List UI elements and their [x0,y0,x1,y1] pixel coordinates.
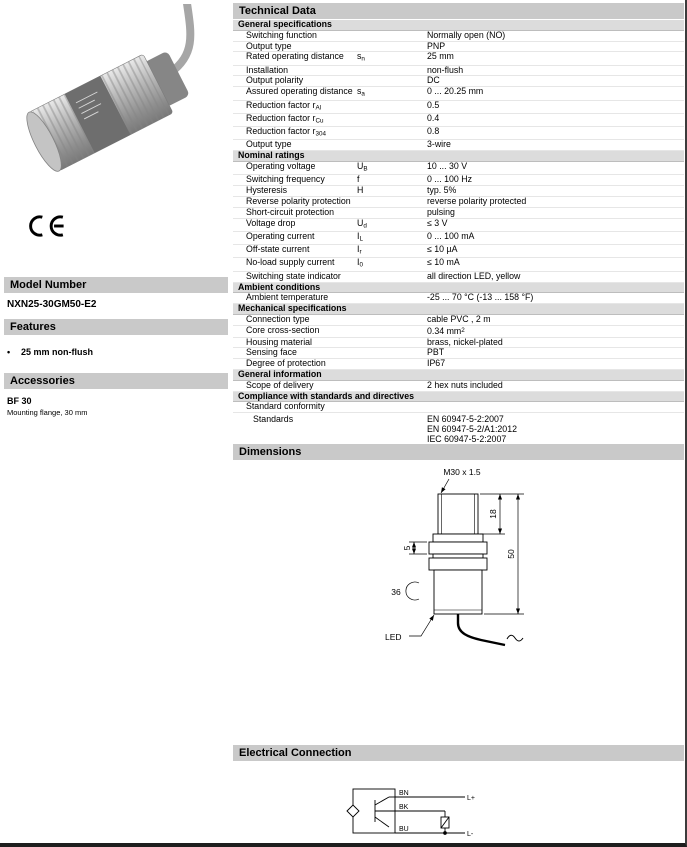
dimensions-header: Dimensions [233,444,684,460]
spec-label: Voltage drop [246,217,296,228]
bullet-icon: • [7,347,11,357]
spec-value: 0 ... 20.25 mm [427,86,484,97]
spec-label: Hysteresis [246,185,288,196]
spec-row [233,31,684,42]
spec-label: Installation [246,64,289,75]
spec-value: 0 ... 100 Hz [427,174,472,185]
spec-section-header: Nominal ratings [233,151,684,162]
spec-label: Rated operating distance [246,51,344,62]
spec-row [233,114,684,127]
spec-symbol: f [357,174,360,185]
spec-label: Connection type [246,313,310,324]
technical-data-header: Technical Data [233,3,684,19]
ce-mark-logo [24,213,68,244]
product-photo [6,4,218,190]
spec-symbol: $s_n$ [357,51,365,63]
spec-value: PBT [427,347,445,358]
spec-symbol [357,127,427,139]
spec-row [233,87,684,100]
spec-symbol [357,31,427,41]
spec-value: typ. 5% [427,185,457,196]
spec-value [427,402,684,412]
spec-label: Housing material [246,336,313,347]
dim-36-label: 36 [391,587,401,597]
spec-value: EN 60947-5-2:2007 EN 60947-5-2/A1:2012 IEC 60947-5-2:2007 [427,414,517,444]
spec-label: Operating current [246,230,315,241]
electrical-connection-diagram [345,783,481,847]
spec-row [233,232,684,245]
spec-value: 0.5 [427,99,440,110]
accessory-name: BF 30 [7,396,32,406]
spec-section-header: Mechanical specifications [233,304,684,315]
spec-value: reverse polarity protected [427,195,527,206]
spec-label: Sensing face [246,347,297,358]
spec-symbol [357,338,427,348]
spec-row [233,402,684,413]
spec-label: Degree of protection [246,358,326,369]
accessories-header: Accessories [4,373,228,389]
dim-50-label: 50 [506,549,516,559]
spec-symbol [357,315,427,325]
spec-symbol [357,272,427,282]
thread-label: M30 x 1.5 [443,467,481,477]
spec-row [233,381,684,392]
spec-value: PNP [427,40,446,51]
spec-row [233,162,684,175]
spec-label: Reverse polarity protection [246,195,351,206]
bk-label: BK [399,804,409,811]
spec-symbol: $I_L$ [357,230,363,243]
spec-value: pulsing [427,206,455,217]
spec-value: non-flush [427,64,464,75]
spec-label: Scope of delivery [246,379,314,390]
spec-symbol [357,140,427,150]
spec-symbol: H [357,185,364,196]
spec-label: Output type [246,40,292,51]
dim-18-label: 18 [488,509,498,519]
spec-label: Operating voltage [246,161,316,172]
spec-row [233,52,684,65]
model-number-value: NXN25-30GM50-E2 [7,299,97,310]
spec-value: IP67 [427,358,446,369]
technical-data-table [233,20,684,455]
spec-label: Switching function [246,29,317,40]
spec-symbol: $s_a$ [357,86,365,98]
sensor-outline [429,494,487,614]
cable-drawing [458,614,523,645]
spec-symbol [357,402,427,412]
spec-value: 25 mm [427,51,454,62]
spec-symbol [357,76,427,86]
spec-symbol [357,293,427,303]
sensor-photo-illustration [6,4,218,190]
spec-row [233,338,684,349]
l-plus-label: L+ [467,795,475,802]
spec-row [233,101,684,114]
spec-row [233,326,684,338]
spec-value: Normally open (NO) [427,29,506,40]
spec-row [233,175,684,186]
spec-label: Reduction factor $r_{Cu}$ [246,112,324,125]
spec-symbol [357,114,427,126]
model-number-header: Model Number [4,277,228,293]
spec-label: No-load supply current [246,257,335,268]
spec-value: ≤ 3 V [427,217,448,228]
spec-value: 0 ... 100 mA [427,230,475,241]
spec-value: DC [427,75,440,86]
spec-section-header: Ambient conditions [233,283,684,294]
wrench-symbol [406,582,419,600]
spec-row [233,127,684,140]
spec-label: Standard conformity [246,401,325,412]
spec-value: all direction LED, yellow [427,270,521,281]
accessory-description: Mounting flange, 30 mm [7,408,88,417]
spec-value: ≤ 10 µA [427,244,458,255]
spec-symbol [357,42,427,52]
spec-value: 0.34 $mm^2$ [427,325,465,336]
features-header: Features [4,319,228,335]
spec-label: Short-circuit protection [246,206,335,217]
spec-value: 2 hex nuts included [427,379,503,390]
spec-label: Reduction factor $r_{Al}$ [246,99,322,112]
spec-value: ≤ 10 mA [427,257,460,268]
spec-value: brass, nickel-plated [427,336,503,347]
spec-label: Switching state indicator [246,270,341,281]
dimensions-drawing [383,462,583,679]
right-column [233,0,684,847]
spec-value: -25 ... 70 °C (-13 ... 158 °F) [427,292,534,303]
feature-item [7,347,93,357]
spec-row [233,258,684,271]
spec-symbol [357,66,427,76]
spec-row [233,272,684,283]
spec-symbol: $I_r$ [357,244,362,256]
spec-symbol: $U_B$ [357,161,368,173]
spec-symbol [357,208,427,218]
spec-section-header: General specifications [233,20,684,31]
spec-label: Output polarity [246,75,304,86]
spec-row [233,245,684,258]
feature-text: 25 mm non-flush [21,347,94,357]
l-minus-label: L- [467,831,474,838]
electrical-connection-header: Electrical Connection [233,745,684,761]
spec-symbol [357,359,427,369]
spec-symbol [357,348,427,358]
spec-symbol [357,197,427,207]
spec-symbol [357,101,427,113]
ce-icon [24,213,68,239]
spec-label: Ambient temperature [246,292,329,303]
dimension-diagram [383,462,583,674]
spec-row [233,208,684,219]
spec-label: Standards [253,414,294,425]
dim-5-label: 5 [402,545,412,551]
spec-label: Reduction factor $r_{304}$ [246,126,326,138]
spec-value: 3-wire [427,139,451,150]
spec-label: Output type [246,139,292,150]
spec-label: Switching frequency [246,174,325,185]
wiring-diagram [345,783,481,843]
spec-value: 0.8 [427,126,440,137]
spec-label: Off-state current [246,244,310,255]
spec-row [233,219,684,232]
spec-symbol: $U_d$ [357,217,367,230]
sensor-box [347,789,395,833]
bn-label: BN [399,790,409,797]
spec-value: 10 ... 30 V [427,161,468,172]
spec-value: 0.4 [427,112,440,123]
spec-symbol: $I_0$ [357,257,363,269]
spec-label: Assured operating distance [246,86,353,97]
spec-symbol [357,381,427,391]
spec-section-header: General information [233,370,684,381]
bu-label: BU [399,826,409,833]
spec-label: Core cross-section [246,324,320,335]
led-label: LED [385,632,402,642]
spec-value: cable PVC , 2 m [427,313,491,324]
spec-section-header: Compliance with standards and directives [233,392,684,403]
spec-symbol [357,326,427,337]
